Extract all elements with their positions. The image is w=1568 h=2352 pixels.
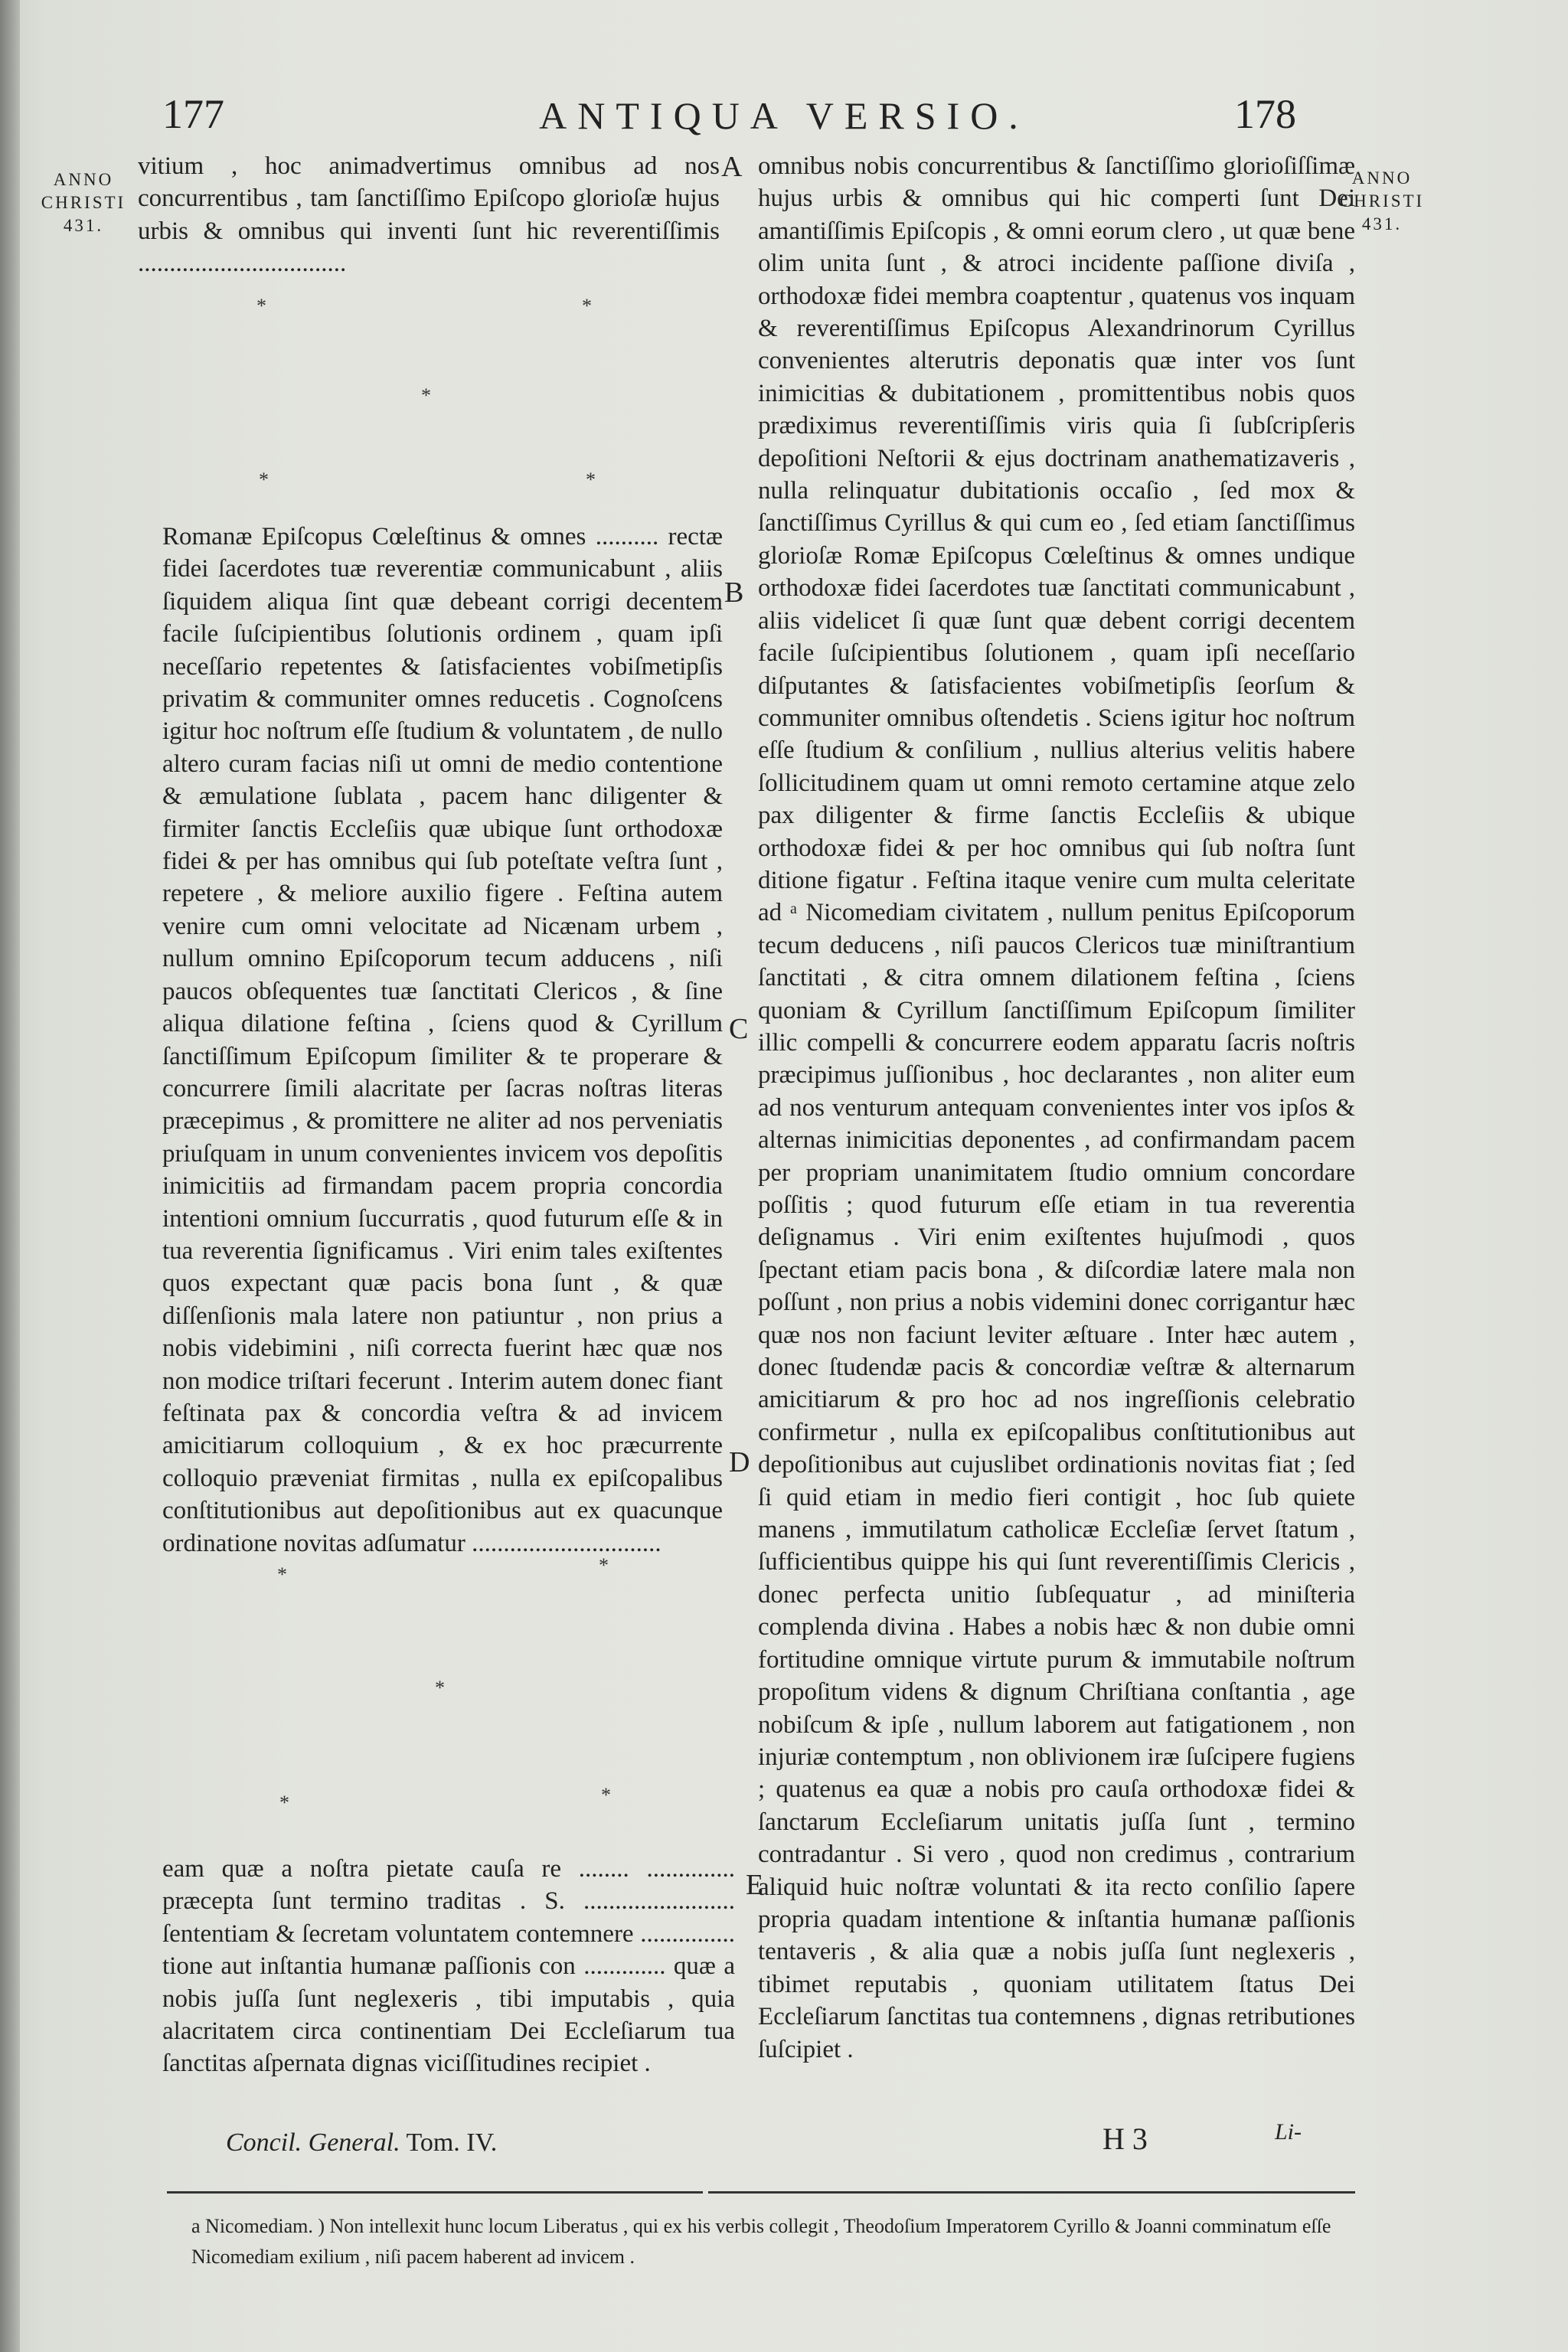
page-number-right: 178	[1234, 91, 1296, 137]
christi-label: CHRISTI	[1339, 191, 1425, 211]
anno-christi-left	[26, 168, 141, 237]
year-label: 431.	[63, 216, 104, 235]
footnote-rule-left	[167, 2191, 703, 2194]
margin-marker-a: A	[721, 151, 743, 183]
signature-mark: H 3	[1102, 2122, 1148, 2156]
book-spine-edge	[0, 0, 20, 2352]
right-text: omnibus nobis concurrentibus & ſanctiſſimo glorioſiſſimæ hujus urbis & omnibus qui hic comperti ſunt Dei amantiſſimis Epiſcopis , & omni eorum clero , ut quæ bene olim unita ſunt , & atroci incidente paſſione diviſa , orthodoxæ fidei membra coaptentur , quatenus vos inquam & reverentiſſimus Epiſcopus Alexandrinorum Cyrillus convenientes alterutris deponatis quæ inter vos ſunt inimicitias & dubitationem , promittentibus nobis quos prædiximus reverentiſſimis viris quia ſi ſubſcripſeris depoſitioni Neſtorii & ejus doctrinam anathematizaveris , nulla relinquatur dubitationis occaſio , ſed mox & ſanctiſſimus Cyrillus & qui cum eo , ſed etiam ſanctiſſimus glorioſæ Romæ Epiſcopus Cœleſtinus & omnes undique orthodoxæ fidei ſacerdotes tuæ ſanctitati communicabunt , aliis videlicet ſi quæ ſunt quæ debent corrigi decentem facile ſuſcipientibus ſolutionem , quam ipſi neceſſario diſputantes & ſatisfacientes vobiſmetipſis ſeorſum & communiter omnibus oſtendetis . Sciens igitur hoc noſtrum eſſe ſtudium & conſilium , nullius alterius velitis habere ſollicitudinem quam ut omni remoto certamine atque zelo pax diligenter & firme ſanctis Eccleſiis & ubique orthodoxæ fidei & per hoc omnibus qui ſub noſtra ſunt ditione figatur . Feſtina itaque venire cum multa celeritate ad ᵃ Nicomediam civitatem , nullum penitus Epiſcoporum tecum deducens , niſi paucos Clericos tuæ miniſtrantium ſanctitati , & citra omnem dilationem feſtina , ſciens quoniam & Cyrillum ſanctiſſimum Epiſcopum ſimiliter illic compelli & concurrere eodem apparatu ſacris noſtris præcipimus juſſionibus , hoc declarantes , non aliter eum ad nos venturum antequam convenientes inter vos ipſos & alternas inimicitias deponentes , ad confirmandam pacem per propriam unanimitatem ſtudio omnium concordare poſſitis ; quod futurum eſſe etiam in tua reverentia deſignamus . Viri enim exiſtentes hujuſmodi , quos ſpectant etiam pacis bona , & diſcordiæ latere mala non poſſunt , non prius a nobis videmini donec corrigantur hæc quæ nos non faciunt leviter æſtuare . Inter hæc autem , donec ſtudendæ pacis & concordiæ veſtræ & alternarum amicitiarum & pro hoc ad nos ingreſſionis celebratio confirmetur , nulla ex epiſcopalibus conſtitutionibus aut depoſitionibus aut cujuslibet ordinationis novitas fiat ; ſed ſi quid etiam in medio fieri contigit , hoc ſub quiete manens , immutilatum catholicæ Eccleſiæ ſervet ſtatum , ſufficientibus quippe his qui ſunt reverentiſſimis Clericis , donec perfecta unitio ſubſequatur , ad miniſteria complenda divina . Habes a nobis hæc & non dubie omni fortitudine omnique virtute purum & immutabile noſtrum propoſitum videns & dignum Chriſtiana conſtantia , age nobiſcum & ipſe , nullum laborem aut fatigationem , non injuriæ contemptum , non oblivionem iræ ſuſcipere fugiens ; quatenus ea quæ a nobis pro cauſa orthodoxæ fidei & ſanctarum Eccleſiarum unitatis juſſa ſunt , termino contradantur . Si vero , quod non credimus , contrarium aliquid huic noſtræ voluntati & ita recto conſilio ſapere propria quadam intentione & inſtantia humanæ paſſionis tentaveris , & alia quæ a nobis juſſa ſunt neglexeris , tibimet reputabis , quoniam utilitatem ſtatus Dei Eccleſiarum ſanctitas tua contemnens , dignas retributiones ſuſcipiet .	[758, 152, 1355, 2063]
right-column	[758, 150, 1355, 2066]
lacuna-asterisk: *	[256, 295, 266, 317]
lacuna-asterisk: *	[279, 1792, 289, 1814]
page-number-left: 177	[162, 91, 224, 137]
lacuna-asterisk: *	[421, 384, 431, 407]
left-column-block-3	[162, 1853, 735, 2080]
lacuna-asterisk: *	[601, 1784, 611, 1806]
lacuna-asterisk: *	[586, 469, 596, 491]
left-column-block-1	[138, 150, 720, 280]
left-text-3: eam quæ a noſtra pietate cauſa re ........ .............. præcepta ſunt termino traditas . S. ........................ ſententiam & ſecretam voluntatem contemnere ............... tione aut inſtantia humanæ paſſionis con ............. quæ a nobis juſſa ſunt neglexeris , tibi imputabis , quia alacritatem circa continentiam Dei Eccleſiarum tua ſanctitas aſpernata dignas viciſſitudines recipiet .	[162, 1855, 735, 2078]
lacuna-asterisk: *	[582, 295, 592, 317]
margin-marker-d: D	[729, 1446, 750, 1478]
footnote-rule-right	[708, 2191, 1355, 2194]
lacuna-asterisk: *	[435, 1677, 445, 1699]
catchword: Li-	[1275, 2119, 1302, 2145]
lacuna-asterisk: *	[599, 1554, 609, 1576]
left-text-2: Romanæ Epiſcopus Cœleſtinus & omnes .......... rectæ fidei ſacerdotes tuæ reverentiæ communicabunt , aliis ſiquidem aliqua ſint quæ debeant corrigi decentem facile ſuſcipientibus ſolutionis ordinem , quam ipſi neceſſario repetentes & ſatisfacientes vobiſmetipſis privatim & communiter omnes reducetis . Cognoſcens igitur hoc noſtrum eſſe ſtudium & voluntatem , de nullo altero curam facias niſi ut omni de medio contentione & æmulatione ſublata , pacem hanc diligenter & firmiter ſanctis Eccleſiis quæ ubique ſunt orthodoxæ fidei & per has omnibus qui ſub poteſtate veſtra ſunt , repetere , & meliore auxilio figere . Feſtina autem venire cum omni velocitate ad Nicænam urbem , nullum omnino Epiſcoporum tecum adducens , niſi paucos obſequentes tuæ ſanctitati Clericos , & ſine aliqua dilatione feſtina , ſciens quod & Cyrillum ſanctiſſimum Epiſcopum ſimiliter & te properare & concurrere ſimili alacritate per ſacras noſtras literas præcepimus , & promittere ne aliter ad nos perveniatis priuſquam in unum convenientes invicem vos depoſitis inimicitiis ad firmandam pacem propria concordia intentioni omnium ſuccurratis , quod futurum eſſe & in tua reverentia ſignificamus . Viri enim tales exiſtentes quos expectant quæ pacis bona ſunt , & quæ diſſenſionis mala latere non patiuntur , non prius a nobis videbimini , niſi correcta fuerint hæc quæ nos non modice triſtari fecerunt . Interim autem donec fiant feſtinata pax & concordia veſtra & ad invicem amicitiarum colloquium , & ex hoc præcurrente colloquio præveniat firmitas , nulla ex epiſcopalibus conſtitutionibus aut depoſitionibus aut ex quacunque ordinatione novitas adſumatur ..............................	[162, 523, 723, 1557]
year-label: 431.	[1361, 214, 1403, 234]
footer-title	[226, 2128, 497, 2158]
margin-marker-b: B	[724, 577, 744, 609]
margin-marker-c: C	[729, 1013, 749, 1045]
margin-marker-e: E	[746, 1869, 764, 1901]
footer-volume: Tom. IV.	[406, 2128, 498, 2157]
christi-label: CHRISTI	[41, 193, 126, 212]
lacuna-asterisk: *	[259, 469, 269, 491]
left-column-block-2	[162, 521, 723, 1560]
left-text-1: vitium , hoc animadvertimus omnibus ad nos concurrentibus , tam ſanctiſſimo Epiſcopo glorioſæ hujus urbis & omnibus qui inventi ſunt hic reverentiſſimis .................................	[138, 152, 720, 278]
footer-work: Concil. General.	[226, 2128, 400, 2157]
lacuna-asterisk: *	[277, 1563, 287, 1586]
anno-label: ANNO	[53, 170, 114, 189]
anno-label: ANNO	[1351, 168, 1413, 188]
footnote: a Nicomediam. ) Non intellexit hunc locum Liberatus , qui ex his verbis collegit , Theodoſium Imperatorem Cyrillo & Joanni comminatum eſſe Nicomediam exilium , niſi pacem haberent ad invicem .	[191, 2215, 1331, 2268]
running-title: ANTIQUA VERSIO.	[539, 94, 1029, 137]
